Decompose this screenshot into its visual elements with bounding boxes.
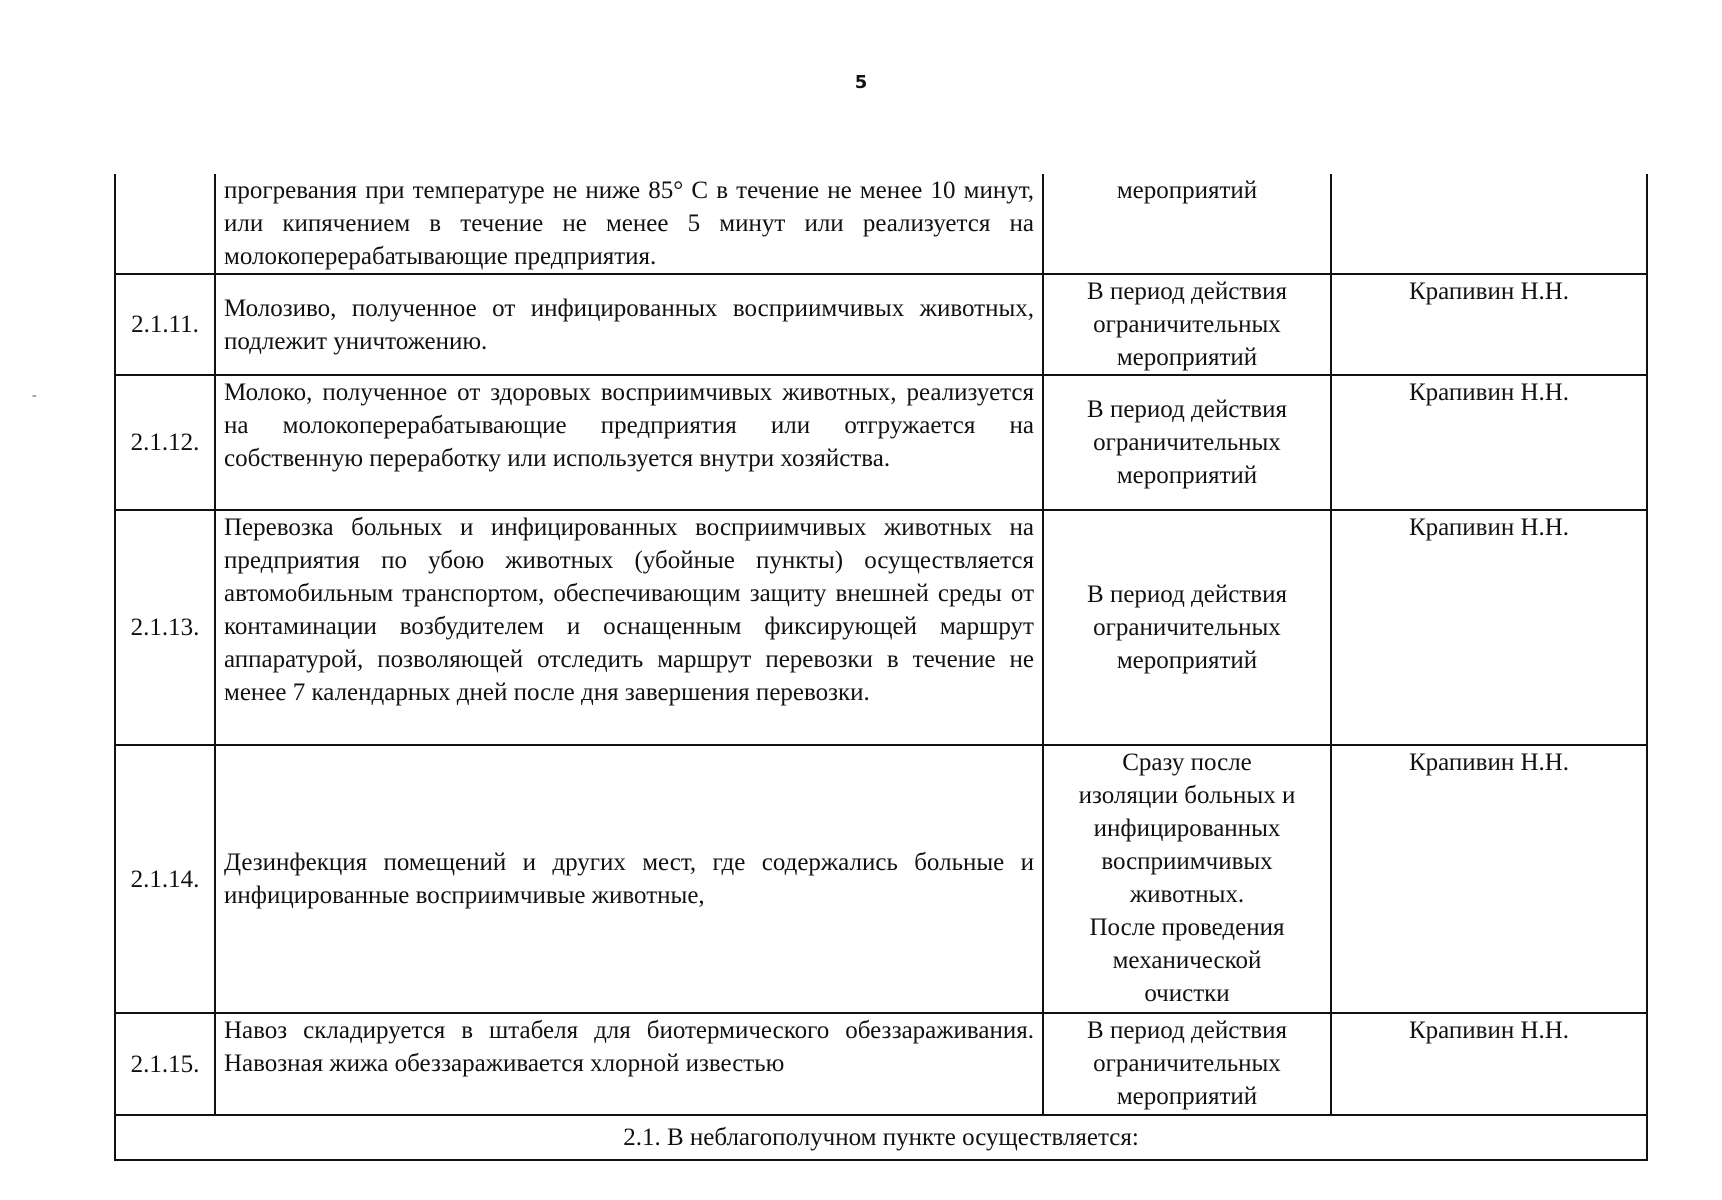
row-term: мероприятий	[1043, 174, 1331, 274]
page-number: 5	[854, 72, 868, 93]
term-line: животных.	[1129, 881, 1245, 908]
table-row	[115, 274, 1647, 375]
row-number: 2.1.13.	[115, 510, 215, 745]
table-row	[115, 510, 1647, 745]
term-line: Сразу после	[1122, 749, 1252, 776]
row-responsible: Крапивин Н.Н.	[1331, 375, 1647, 510]
row-number	[115, 174, 215, 274]
row-number: 2.1.14.	[115, 745, 215, 1013]
table-row	[115, 174, 1647, 274]
row-description: Дезинфекция помещений и других мест, где содержались больные и инфицированные восприимчивые животные,	[215, 745, 1043, 1013]
row-term: В период действия ограничительных мероприятий	[1043, 274, 1331, 375]
row-responsible: Крапивин Н.Н.	[1331, 510, 1647, 745]
row-number: 2.1.15.	[115, 1013, 215, 1115]
term-line: очистки	[1144, 980, 1230, 1007]
term-line: механической	[1112, 947, 1262, 974]
term-line: изоляции больных и	[1078, 782, 1296, 809]
row-description: Перевозка больных и инфицированных восприимчивых животных на предприятия по убою животных (убойные пункты) осуществляется автомобильным транспортом, обеспечивающим защиту внешней среды от контаминации возбудителем и оснащенным фиксирующей маршрут аппаратурой, позволяющей отследить маршрут перевозки в течение не менее 7 календарных дней после дня завершения перевозки.	[215, 510, 1043, 745]
row-term: В период действия ограничительных мероприятий	[1043, 1013, 1331, 1115]
row-responsible: Крапивин Н.Н.	[1331, 1013, 1647, 1115]
row-responsible: Крапивин Н.Н.	[1331, 274, 1647, 375]
term-line: После проведения	[1089, 914, 1285, 941]
measures-table	[114, 174, 1648, 1161]
table-row	[115, 745, 1647, 1013]
table-row	[115, 1013, 1647, 1115]
term-line: восприимчивых	[1101, 848, 1273, 875]
row-responsible: Крапивин Н.Н.	[1331, 745, 1647, 1013]
term-line: инфицированных	[1093, 815, 1281, 842]
section-row	[115, 1115, 1647, 1160]
row-description: Молозиво, полученное от инфицированных восприимчивых животных, подлежит уничтожению.	[215, 274, 1043, 375]
row-term	[1043, 745, 1331, 1013]
row-number: 2.1.11.	[115, 274, 215, 375]
row-description: прогревания при температуре не ниже 85° С в течение не менее 10 минут, или кипячением в течение не менее 5 минут или реализуется на молокоперерабатывающие предприятия.	[215, 174, 1043, 274]
row-number: 2.1.12.	[115, 375, 215, 510]
row-responsible	[1331, 174, 1647, 274]
section-heading: 2.1. В неблагополучном пункте осуществляется:	[115, 1115, 1647, 1160]
row-term: В период действия ограничительных мероприятий	[1043, 375, 1331, 510]
row-description: Навоз складируется в штабеля для биотермического обеззараживания. Навозная жижа обеззараживается хлорной известью	[215, 1013, 1043, 1115]
table-row	[115, 375, 1647, 510]
row-term: В период действия ограничительных мероприятий	[1043, 510, 1331, 745]
row-description: Молоко, полученное от здоровых восприимчивых животных, реализуется на молокоперерабатывающие предприятия или отгружается на собственную переработку или используется внутри хозяйства.	[215, 375, 1043, 510]
margin-mark: -	[32, 388, 37, 403]
